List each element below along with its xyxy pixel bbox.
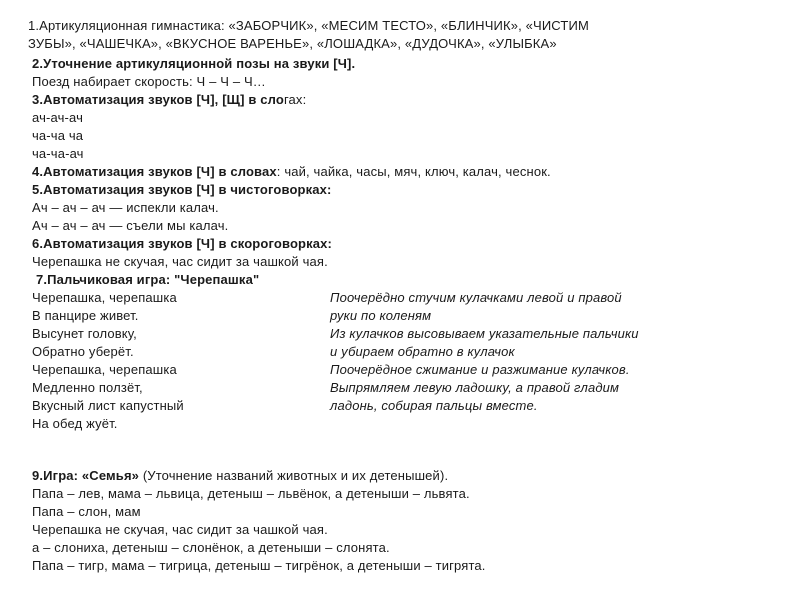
action-line-5: Поочерёдное сжимание и разжимание кулачков.	[330, 362, 630, 377]
s4-line	[32, 164, 551, 179]
s5-line-2: Ач – ач – ач — съели мы калач.	[32, 218, 229, 233]
poem-line-1: Черепашка, черепашка	[32, 290, 177, 305]
poem-line-2: В панцире живет.	[32, 308, 139, 323]
syllable-row-3: ча-ча-ач	[32, 146, 84, 161]
s5-title: 5.Автоматизация звуков [Ч] в чистоговорках:	[32, 182, 332, 197]
s7-title: 7.Пальчиковая игра: "Черепашка"	[36, 272, 260, 287]
s4-text: : чай, чайка, часы, мяч, ключ, калач, чеснок.	[276, 164, 551, 179]
syllable-row-1: ач-ач-ач	[32, 110, 84, 125]
s9-title-line	[32, 468, 448, 483]
s9-subtitle: (Уточнение названий животных и их детенышей).	[139, 468, 449, 483]
action-line-6: Выпрямляем левую ладошку, а правой гладим	[330, 380, 620, 395]
s3-title: 3.Автоматизация звуков [Ч], [Щ] в сло	[32, 92, 284, 107]
s3-title-line	[32, 92, 306, 107]
s2-text: Поезд набирает скорость: Ч – Ч – Ч…	[32, 74, 266, 89]
action-line-1: Поочерёдно стучим кулачками левой и правой	[330, 290, 622, 305]
s1-line2: ЗУБЫ», «ЧАШЕЧКА», «ВКУСНОЕ ВАРЕНЬЕ», «ЛОШАДКА», «ДУДОЧКА», «УЛЫБКА»	[28, 36, 557, 51]
action-line-2: руки по коленям	[330, 308, 432, 323]
s3-title-tail: гах:	[283, 92, 307, 107]
poem-line-6: Медленно ползёт,	[32, 380, 143, 395]
s9-line-4: а – слониха, детеныш – слонёнок, а детеныши – слонята.	[32, 540, 390, 555]
poem-line-3: Высунет головку,	[32, 326, 137, 341]
s5-line-1: Ач – ач – ач — испекли калач.	[32, 200, 219, 215]
s4-title: 4.Автоматизация звуков [Ч] в словах	[32, 164, 277, 179]
s1-line1: 1.Артикуляционная гимнастика: «ЗАБОРЧИК», «МЕСИМ ТЕСТО», «БЛИНЧИК», «ЧИСТИМ	[28, 18, 589, 33]
s9-line-1: Папа – лев, мама – львица, детеныш – львёнок, а детеныши – львята.	[32, 486, 470, 501]
s6-text: Черепашка не скучая, час сидит за чашкой чая.	[32, 254, 328, 269]
action-line-3: Из кулачков высовываем указательные пальчики	[330, 326, 639, 341]
action-line-4: и убираем обратно в кулачок	[330, 344, 515, 359]
poem-line-5: Черепашка, черепашка	[32, 362, 177, 377]
action-line-7: ладонь, собирая пальцы вместе.	[330, 398, 538, 413]
s9-line-3: Черепашка не скучая, час сидит за чашкой чая.	[32, 522, 328, 537]
poem-line-4: Обратно уберёт.	[32, 344, 134, 359]
s9-line-2: Папа – слон, мам	[32, 504, 141, 519]
s2-title: 2.Уточнение артикуляционной позы на звуки [Ч].	[32, 56, 356, 71]
poem-line-7: Вкусный лист капустный	[32, 398, 184, 413]
s6-title: 6.Автоматизация звуков [Ч] в скороговорках:	[32, 236, 333, 251]
s9-title: 9.Игра: «Семья»	[32, 468, 140, 483]
poem-line-8: На обед жуёт.	[32, 416, 118, 431]
syllable-row-2: ча-ча ча	[32, 128, 84, 143]
s9-line-5: Папа – тигр, мама – тигрица, детеныш – тигрёнок, а детеныши – тигрята.	[32, 558, 486, 573]
